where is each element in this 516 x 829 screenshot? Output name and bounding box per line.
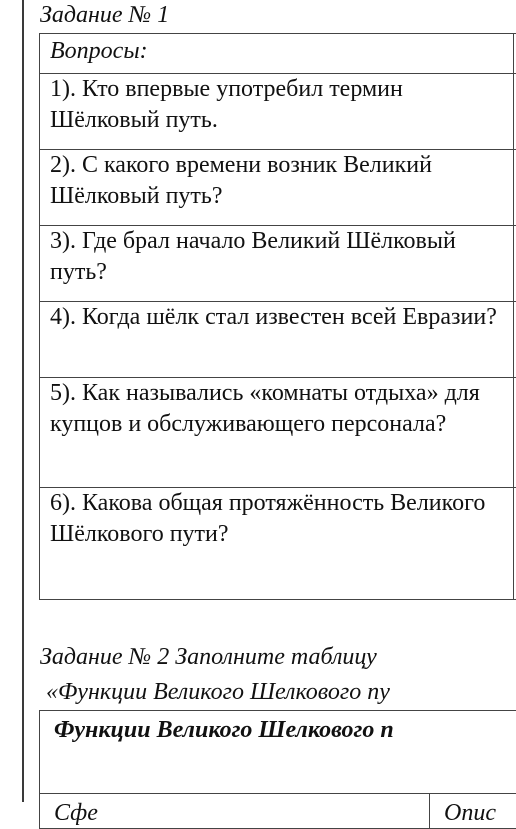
table-row [40,302,516,378]
column-sphere-header: Сфе [40,794,430,829]
functions-table [39,710,516,829]
table-row [40,226,516,302]
table-row [40,488,516,600]
questions-table [39,33,516,600]
question-2: 2). С какого времени возник Великий Шёлковый путь? [40,150,514,226]
functions-table-header: Функции Великого Шелкового п [40,711,516,794]
task2-subtitle: «Функции Великого Шелкового пу [46,680,390,704]
table-row [40,150,516,226]
table-row [40,794,516,829]
task1-title: Задание № 1 [40,3,169,27]
questions-header: Вопросы: [40,34,514,74]
table-row [40,74,516,150]
column-description-header: Опис [430,794,516,829]
question-3: 3). Где брал начало Великий Шёлковый путь? [40,226,514,302]
task2-title: Задание № 2 Заполните таблицу [40,645,377,669]
table-row [40,378,516,488]
question-6: 6). Какова общая протяжённость Великого Шёлкового пути? [40,488,514,600]
left-margin-rule [22,0,24,802]
table-row [40,34,516,74]
question-4: 4). Когда шёлк стал известен всей Евразии? [40,302,514,378]
table-row [40,711,516,794]
question-1: 1). Кто впервые употребил термин Шёлковый путь. [40,74,514,150]
question-5: 5). Как назывались «комнаты отдыха» для купцов и обслуживающего персонала? [40,378,514,488]
